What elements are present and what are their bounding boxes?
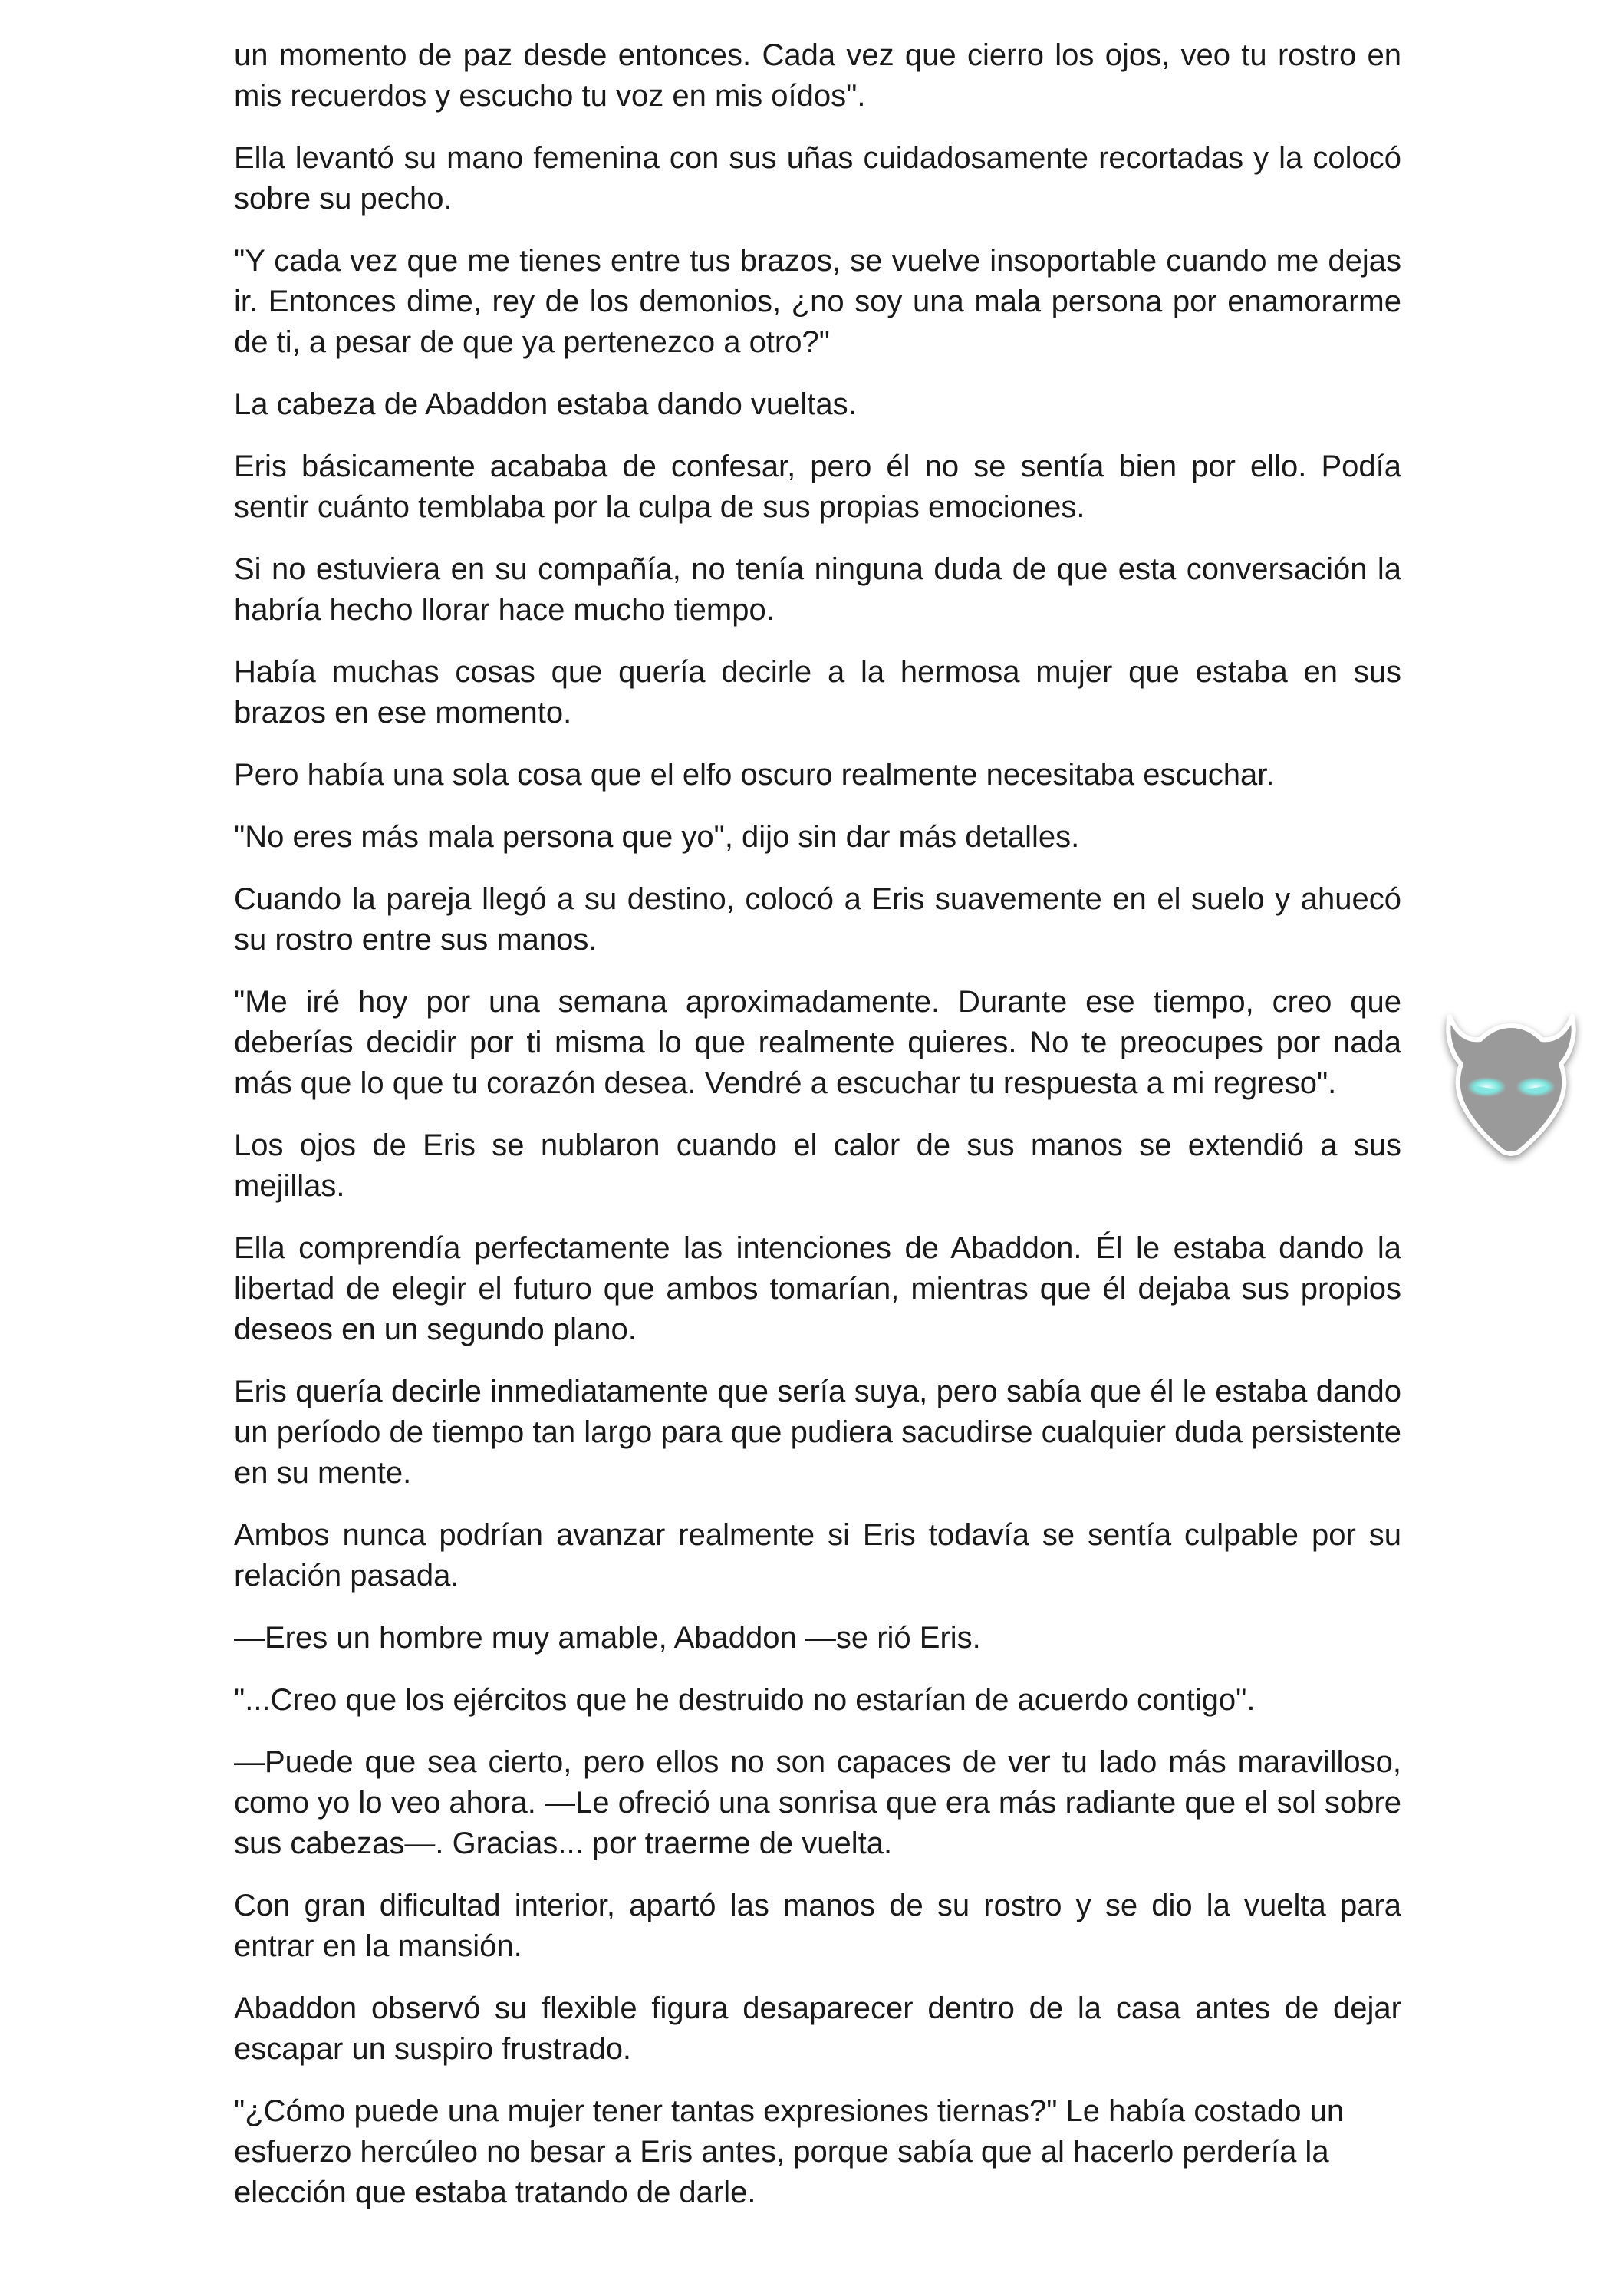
paragraph: Si no estuviera en su compañía, no tenía ninguna duda de que esta conversación la habría hecho llorar hace mucho tiempo. (234, 552, 1401, 627)
paragraph: Abaddon observó su flexible figura desaparecer dentro de la casa antes de dejar escapar un suspiro frustrado. (234, 1991, 1401, 2066)
paragraph: Eris quería decirle inmediatamente que sería suya, pero sabía que él le estaba dando un período de tiempo tan largo para que pudiera sacudirse cualquier duda persistente en su mente. (234, 1375, 1401, 1490)
paragraph: Cuando la pareja llegó a su destino, colocó a Eris suavemente en el suelo y ahuecó su rostro entre sus manos. (234, 882, 1401, 957)
document-body (234, 35, 1401, 2235)
paragraph: "Y cada vez que me tienes entre tus brazos, se vuelve insoportable cuando me dejas ir. Entonces dime, rey de los demonios, ¿no soy una mala persona por enamorarme de ti, a pesar de que ya pertenezco a otro?" (234, 244, 1401, 359)
paragraph: un momento de paz desde entonces. Cada vez que cierro los ojos, veo tu rostro en mis recuerdos y escucho tu voz en mis oídos". (234, 38, 1401, 113)
paragraph: —Eres un hombre muy amable, Abaddon —se rió Eris. (234, 1621, 981, 1655)
paragraph: Ella levantó su mano femenina con sus uñas cuidadosamente recortadas y la colocó sobre su pecho. (234, 141, 1401, 216)
paragraph: Ella comprendía perfectamente las intenciones de Abaddon. Él le estaba dando la libertad de elegir el futuro que ambos tomarían, mientras que él dejaba sus propios deseos en un segundo plano. (234, 1231, 1401, 1346)
paragraph: "Me iré hoy por una semana aproximadamente. Durante ese tiempo, creo que deberías decidir por ti misma lo que realmente quieres. No te preocupes por nada más que lo que tu corazón desea. Vendré a escuchar tu respuesta a mi regreso". (234, 985, 1401, 1100)
paragraph: —Puede que sea cierto, pero ellos no son capaces de ver tu lado más maravilloso, como yo lo veo ahora. —Le ofreció una sonrisa que era más radiante que el sol sobre sus cabezas—. Gracias... por traerme de vuelta. (234, 1745, 1401, 1860)
paragraph: "¿Cómo puede una mujer tener tantas expresiones tiernas?" Le había costado un esfuerzo hercúleo no besar a Eris antes, porque sabía que al hacerlo perdería la elección que estaba tratando de darle. (234, 2094, 1345, 2209)
demon-head-icon (1434, 993, 1588, 1166)
paragraph: Los ojos de Eris se nublaron cuando el calor de sus manos se extendió a sus mejillas. (234, 1128, 1401, 1203)
paragraph: Ambos nunca podrían avanzar realmente si Eris todavía se sentía culpable por su relación pasada. (234, 1518, 1401, 1593)
paragraph: Pero había una sola cosa que el elfo oscuro realmente necesitaba escuchar. (234, 758, 1275, 792)
paragraph: Con gran dificultad interior, apartó las manos de su rostro y se dio la vuelta para entrar en la mansión. (234, 1889, 1401, 1963)
paragraph: "No eres más mala persona que yo", dijo sin dar más detalles. (234, 820, 1080, 854)
paragraph: "...Creo que los ejércitos que he destruido no estarían de acuerdo contigo". (234, 1683, 1256, 1717)
paragraph: Había muchas cosas que quería decirle a la hermosa mujer que estaba en sus brazos en ese momento. (234, 655, 1401, 730)
paragraph: La cabeza de Abaddon estaba dando vueltas. (234, 387, 857, 421)
paragraph: Eris básicamente acababa de confesar, pero él no se sentía bien por ello. Podía sentir cuánto temblaba por la culpa de sus propias emociones. (234, 450, 1401, 524)
